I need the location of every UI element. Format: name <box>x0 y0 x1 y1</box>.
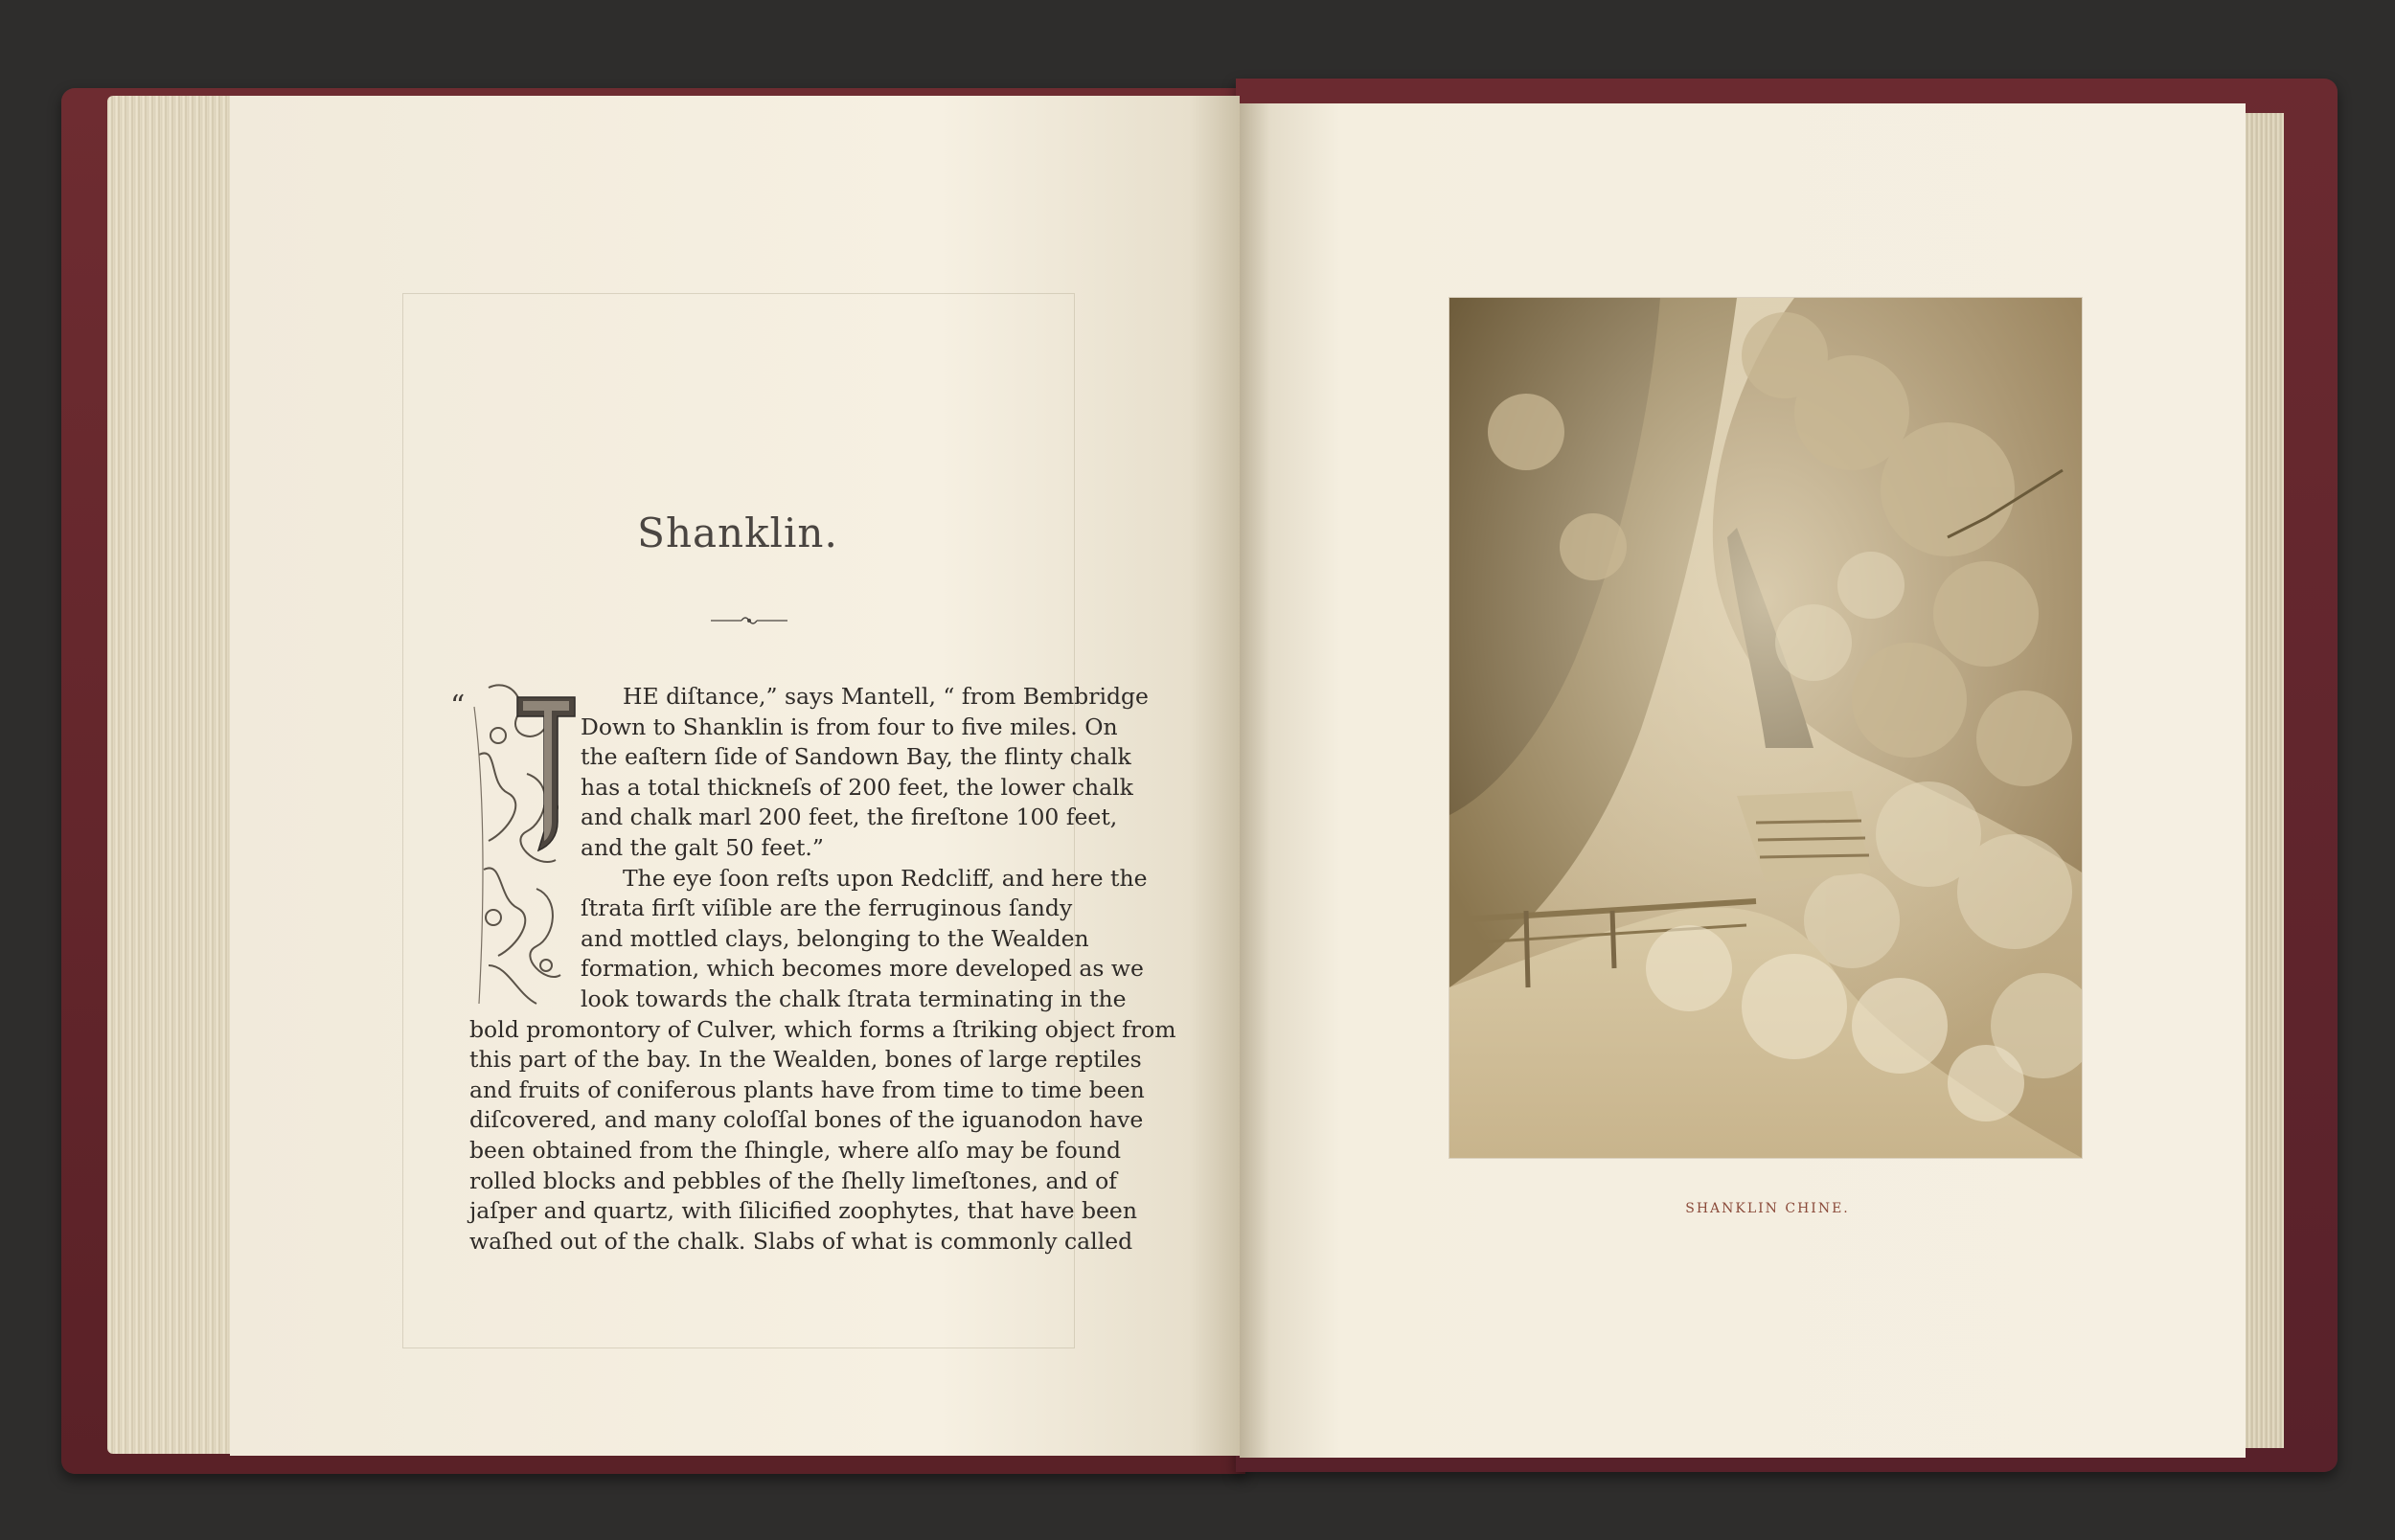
text-line: ſtrata firſt viſible are the ferruginous ſandy <box>581 895 1073 922</box>
text-line: The eye ſoon reſts upon Redcliff, and here the <box>623 864 1148 892</box>
body-text <box>469 682 1176 1257</box>
text-line: look towards the chalk ſtrata terminating in the <box>581 985 1127 1012</box>
photo-caption: SHANKLIN CHINE. <box>1685 1201 1850 1216</box>
text-line: formation, which becomes more developed as we <box>581 955 1144 983</box>
text-line: jaſper and quartz, with ſilicified zoophytes, that have been <box>469 1197 1137 1225</box>
text-line: and mottled clays, belonging to the Wealden <box>581 924 1089 952</box>
text-line: been obtained from the ſhingle, where alſo may be found <box>469 1136 1122 1164</box>
text-line: and fruits of coniferous plants have from time to time been <box>469 1076 1145 1103</box>
opening-quote-mark: “ <box>450 690 466 723</box>
text-line: Down to Shanklin is from four to five miles. On <box>581 713 1118 740</box>
text-line: diſcovered, and many coloſſal bones of the iguanodon have <box>469 1106 1144 1134</box>
page-edges-left <box>107 96 241 1454</box>
page-edges-right <box>2240 113 2284 1448</box>
text-line: rolled blocks and pebbles of the ſhelly limeſtones, and of <box>469 1166 1117 1194</box>
text-line: this part of the bay. In the Wealden, bones of large reptiles <box>469 1046 1142 1074</box>
text-line: bold promontory of Culver, which forms a ſtriking object from <box>469 1015 1176 1043</box>
text-line: waſhed out of the chalk. Slabs of what is commonly called <box>469 1227 1133 1255</box>
text-line: and chalk marl 200 feet, the fireſtone 100 feet, <box>581 804 1118 831</box>
text-line: the eaſtern ſide of Sandown Bay, the flinty chalk <box>581 743 1131 771</box>
photograph-shanklin-chine <box>1449 298 2082 1158</box>
text-line: HE diſtance,” says Mantell, “ from Bembridge <box>623 683 1149 710</box>
page-title: Shanklin. <box>637 510 838 556</box>
text-line: and the galt 50 feet.” <box>581 833 824 861</box>
ornament-divider-icon <box>711 613 787 628</box>
text-line: has a total thickneſs of 200 feet, the lower chalk <box>581 773 1133 801</box>
